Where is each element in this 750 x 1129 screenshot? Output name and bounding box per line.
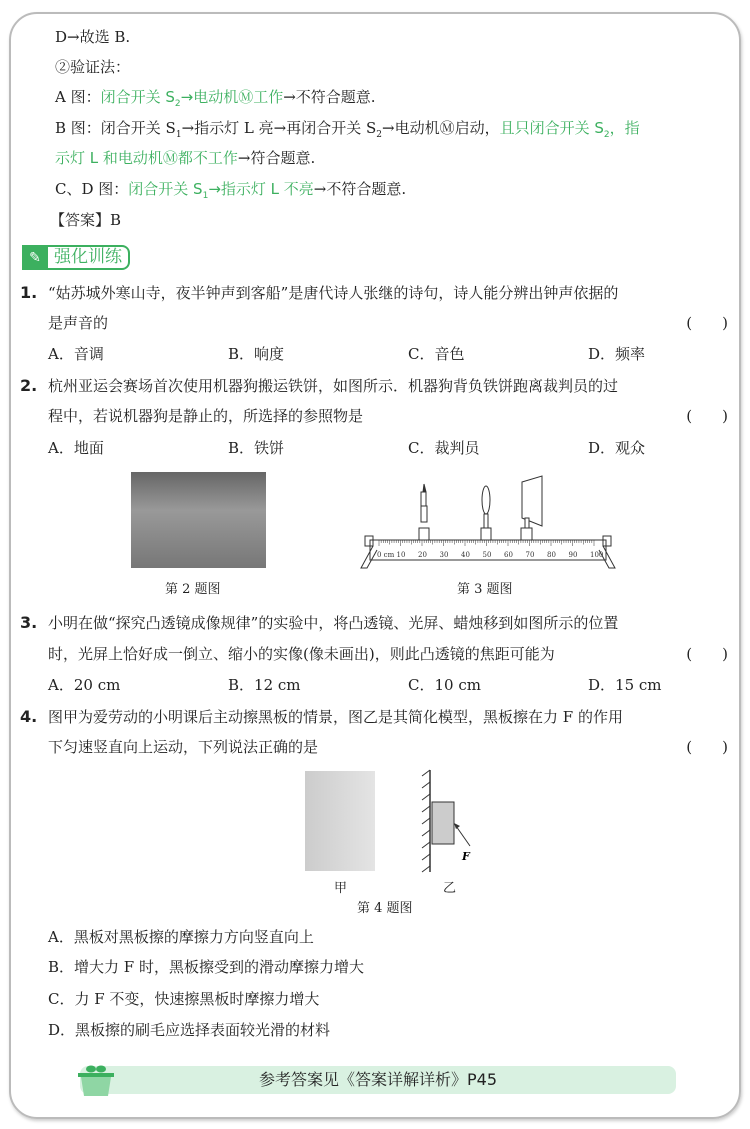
ruler-label: 60 bbox=[504, 551, 513, 559]
option: D．观众 bbox=[588, 439, 646, 457]
solution-line: ②验证法： bbox=[55, 58, 131, 76]
subfigure-label: 甲 bbox=[334, 881, 348, 896]
question-text: 时，光屏上恰好成一倒立、缩小的实像(像未画出)，则此凸透镜的焦距可能为 bbox=[48, 645, 555, 663]
answer-blank: ( ) bbox=[686, 407, 728, 425]
option: B．响度 bbox=[228, 345, 285, 363]
answer: 【答案】B bbox=[50, 211, 122, 229]
solution-line-b2: 示灯 L 和电动机Ⓜ都不工作→符合题意. bbox=[55, 149, 316, 167]
option: B．12 cm bbox=[228, 676, 301, 694]
answer-reference-banner: 参考答案见《答案详解详析》P45 bbox=[80, 1066, 676, 1094]
option: D．频率 bbox=[588, 345, 646, 363]
question-number: 4. bbox=[20, 707, 38, 726]
solution-line-a: A 图：闭合开关 $S_2\to$电动机Ⓜ工作→不符合题意. bbox=[55, 88, 376, 109]
option: A．20 cm bbox=[48, 676, 121, 694]
eraser-model-diagram bbox=[420, 768, 480, 878]
option: D．15 cm bbox=[588, 676, 662, 694]
plant-pot-icon bbox=[77, 1064, 115, 1096]
question-text: 杭州亚运会赛场首次使用机器狗搬运铁饼，如图所示．机器狗背负铁饼跑离裁判员的过 bbox=[48, 377, 619, 395]
question-text: 是声音的 bbox=[48, 314, 109, 332]
option: C．裁判员 bbox=[408, 439, 480, 457]
force-label: F bbox=[462, 850, 470, 863]
answer-blank: ( ) bbox=[686, 645, 728, 663]
question-text: “姑苏城外寒山寺，夜半钟声到客船”是唐代诗人张继的诗句，诗人能分辨出钟声依据的 bbox=[48, 284, 619, 302]
option: C．10 cm bbox=[408, 676, 481, 694]
ruler-label: 0 cm bbox=[377, 551, 395, 559]
ruler-label: 10 bbox=[396, 551, 406, 559]
option: B．增大力 F 时，黑板擦受到的滑动摩擦力增大 bbox=[48, 958, 364, 976]
ruler-label: 70 bbox=[525, 551, 535, 559]
solution-line-b: B 图：闭合开关 $S_1\to$指示灯 L 亮→再闭合开关 $S_2\to$电动机Ⓜ启动，且只闭合开关 $S_2$，指 bbox=[55, 119, 640, 140]
answer-blank: ( ) bbox=[686, 314, 728, 332]
question-text: 程中，若说机器狗是静止的，所选择的参照物是 bbox=[48, 407, 364, 425]
question-number: 3. bbox=[20, 613, 38, 632]
ruler-label: 40 bbox=[461, 551, 470, 559]
ruler-label: 20 bbox=[418, 551, 427, 559]
option: A．黑板对黑板擦的摩擦力方向竖直向上 bbox=[48, 928, 314, 946]
ruler-label: 90 bbox=[568, 551, 578, 559]
figure-caption: 第 4 题图 bbox=[357, 901, 413, 916]
ruler-label: 80 bbox=[547, 551, 556, 559]
option: C．音色 bbox=[408, 345, 465, 363]
ruler-label: 100 bbox=[590, 551, 604, 559]
subfigure-label: 乙 bbox=[443, 881, 457, 896]
erasing-photo bbox=[305, 771, 375, 871]
robot-dog-photo bbox=[131, 472, 266, 568]
question-text: 图甲为爱劳动的小明课后主动擦黑板的情景，图乙是其简化模型，黑板擦在力 F 的作用 bbox=[48, 708, 623, 726]
question-text: 小明在做“探究凸透镜成像规律”的实验中，将凸透镜、光屏、蜡烛移到如图所示的位置 bbox=[48, 614, 619, 632]
ruler-label: 30 bbox=[439, 551, 449, 559]
pencil-icon: ✎ bbox=[22, 245, 48, 270]
figure-caption: 第 2 题图 bbox=[165, 582, 221, 597]
option: C．力 F 不变，快速擦黑板时摩擦力增大 bbox=[48, 990, 320, 1008]
option: B．铁饼 bbox=[228, 439, 285, 457]
figure-caption: 第 3 题图 bbox=[457, 582, 513, 597]
question-number: 1. bbox=[20, 283, 38, 302]
option: A．音调 bbox=[48, 345, 104, 363]
section-header bbox=[22, 245, 130, 270]
optical-bench-diagram bbox=[355, 472, 625, 572]
solution-line: D→故选 B. bbox=[55, 28, 131, 46]
ruler-label: 50 bbox=[482, 551, 492, 559]
option: D．黑板擦的刷毛应选择表面较光滑的材料 bbox=[48, 1021, 331, 1039]
section-title: 强化训练 bbox=[48, 245, 130, 270]
answer-blank: ( ) bbox=[686, 738, 728, 756]
option: A．地面 bbox=[48, 439, 104, 457]
question-number: 2. bbox=[20, 376, 38, 395]
solution-line-cd: C、D 图：闭合开关 $S_1\to$指示灯 L 不亮→不符合题意. bbox=[55, 180, 407, 201]
question-text: 下匀速竖直向上运动，下列说法正确的是 bbox=[48, 738, 319, 756]
